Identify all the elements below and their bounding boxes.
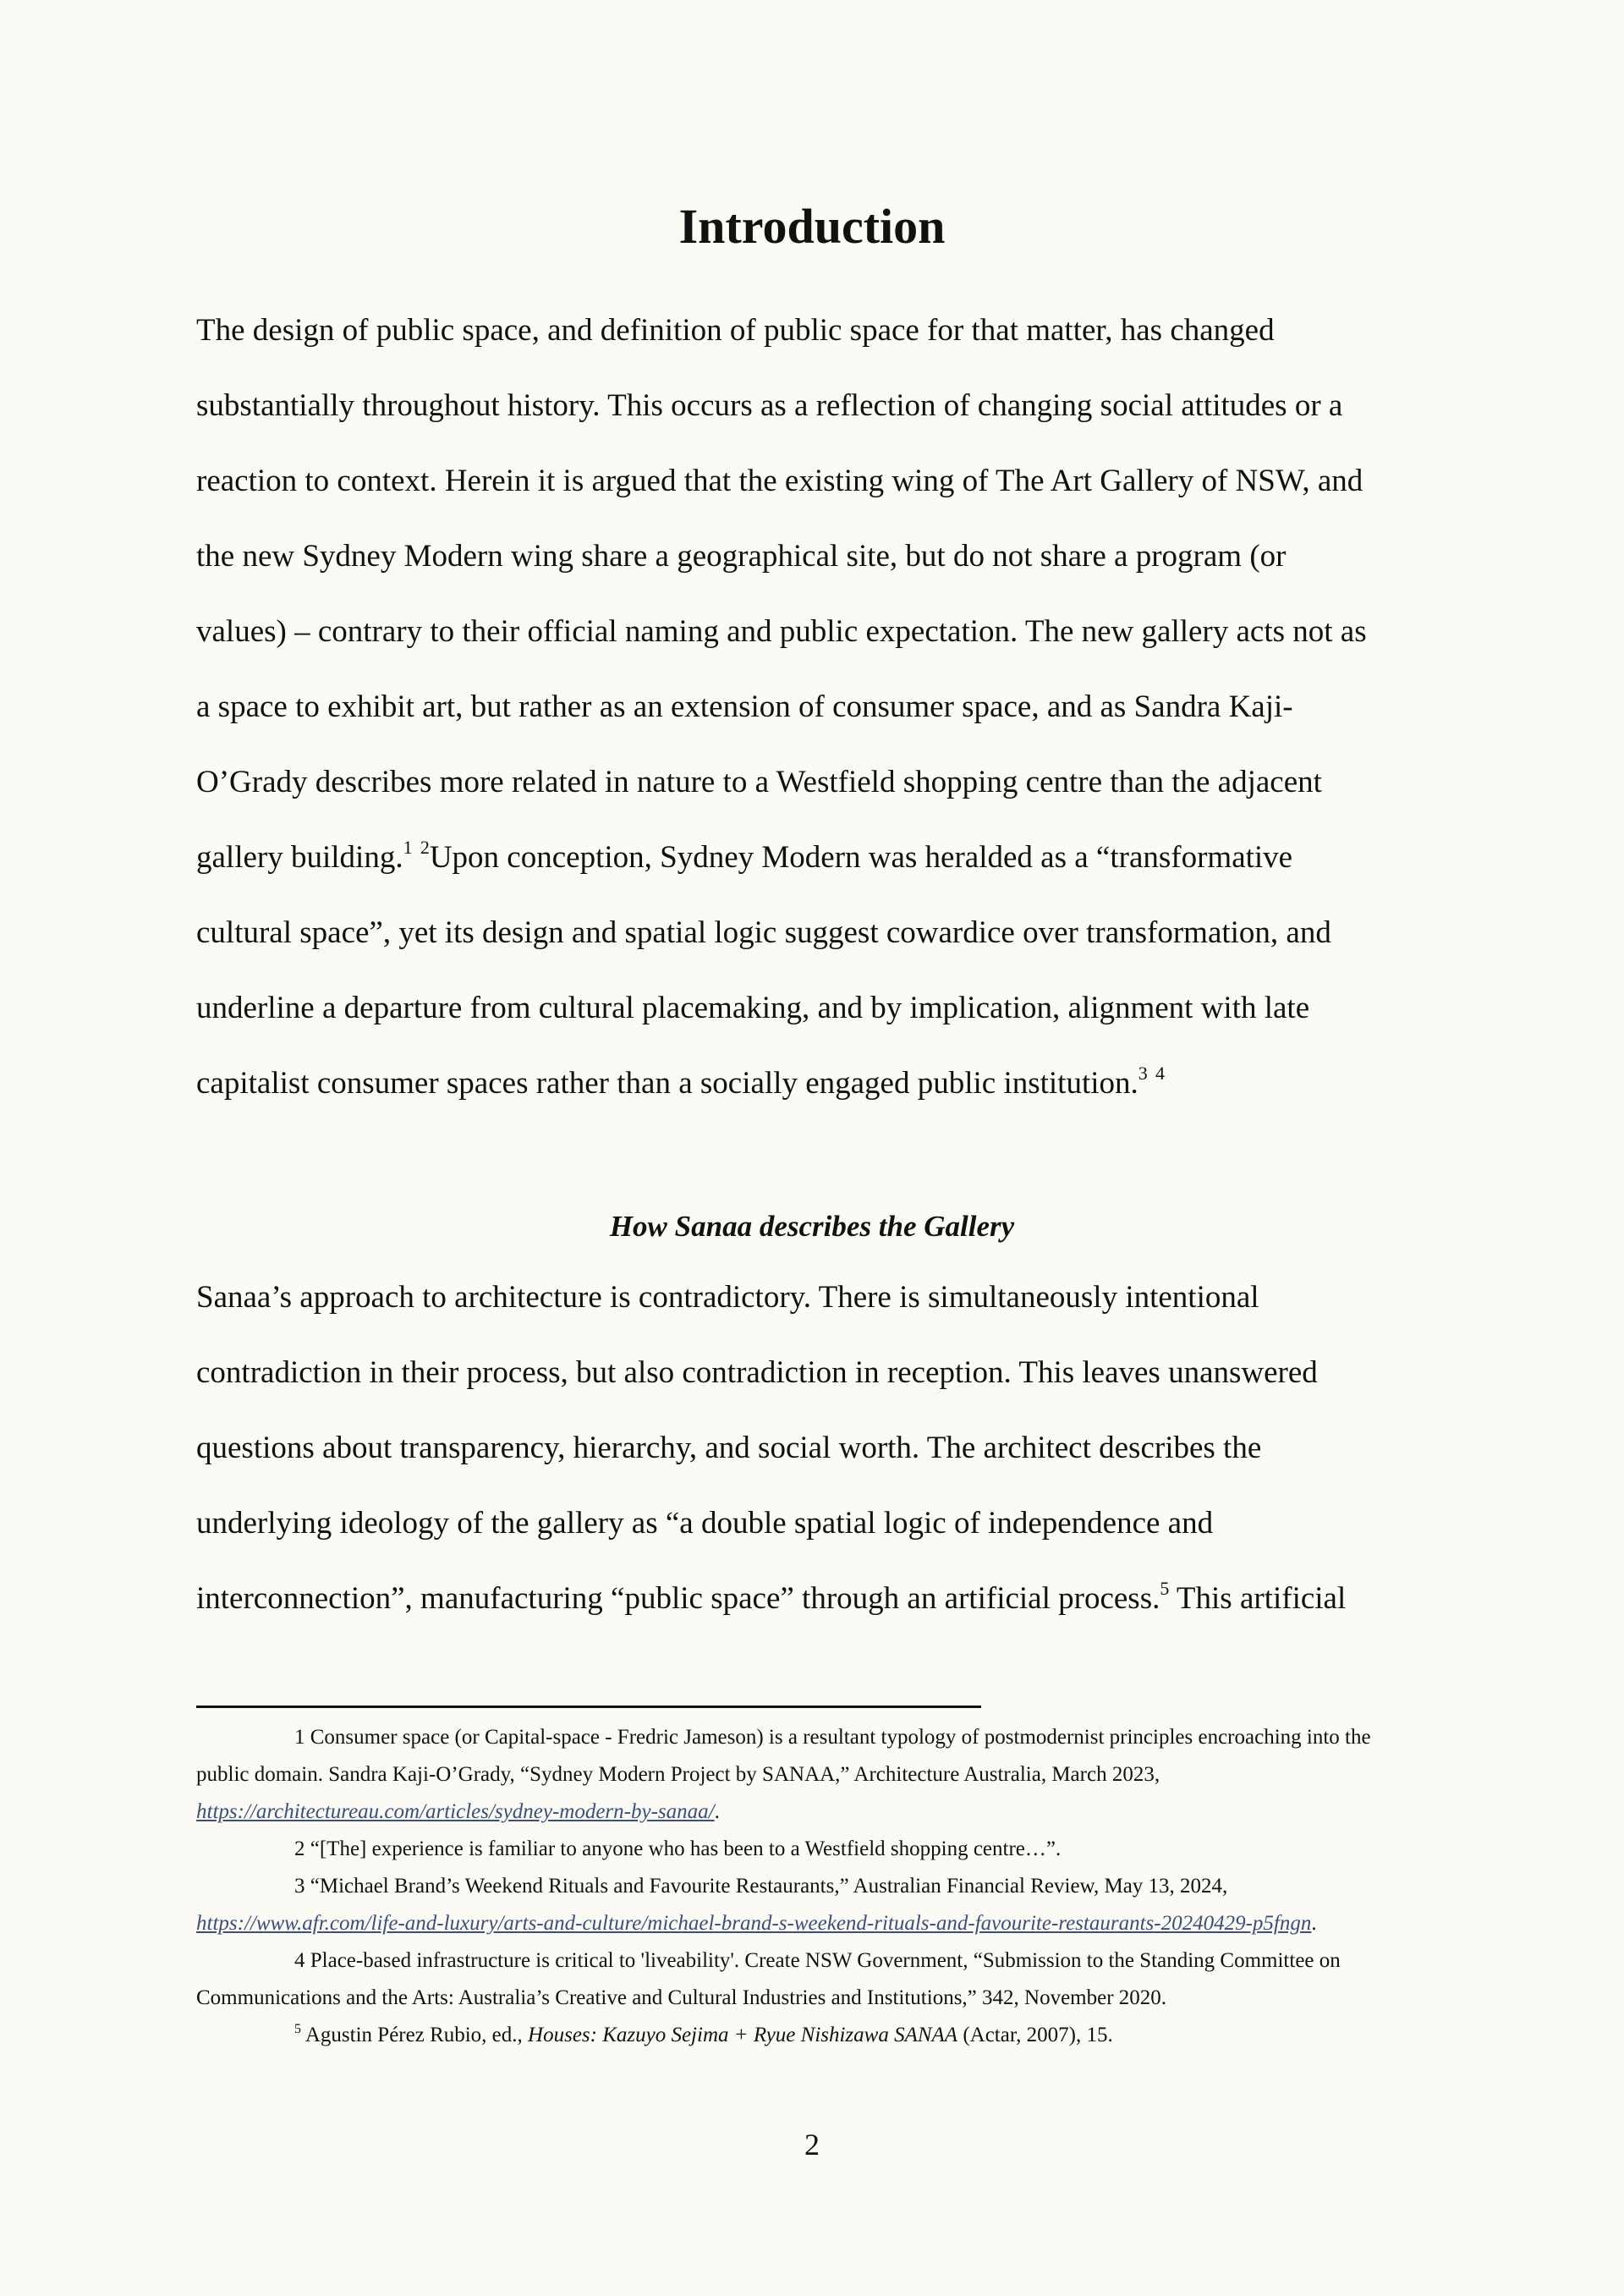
footnote-3-link-line — [196, 1905, 1440, 1942]
footnote-5 — [196, 2017, 1440, 2054]
paragraph-line: the new Sydney Modern wing share a geographical site, but do not share a program (or — [196, 539, 1287, 574]
footnote-separator — [196, 1706, 981, 1708]
footnotes — [196, 1719, 1440, 2054]
paragraph-line: questions about transparency, hierarchy, and social worth. The architect describes the — [196, 1431, 1262, 1465]
paragraph-line: contradiction in their process, but also contradiction in reception. This leaves unanswered — [196, 1355, 1318, 1390]
punctuation: . — [1311, 1912, 1317, 1935]
paragraph-line: underlying ideology of the gallery as “a double spatial logic of independence and — [196, 1506, 1214, 1541]
footnote-5-text: (Actar, 2007), 15. — [957, 2024, 1113, 2046]
paragraph-line — [196, 1046, 1440, 1121]
paragraph-line: a space to exhibit art, but rather as an extension of consumer space, and as Sandra Kaji- — [196, 689, 1293, 724]
paragraph-line — [196, 1561, 1440, 1636]
footnote-5-text: Agustin Pérez Rubio, ed., — [301, 2024, 529, 2046]
section-paragraph — [196, 1260, 1440, 1636]
footnote-ref-5[interactable]: 5 — [1160, 1578, 1170, 1599]
footnote-3-link[interactable]: https://www.afr.com/life-and-luxury/arts-and-culture/michael-brand-s-weekend-rituals-and-favourite-restaurants-20240429-p5fngn — [196, 1912, 1312, 1935]
punctuation: . — [714, 1800, 720, 1823]
page-number: 2 — [804, 2128, 820, 2161]
paragraph-line — [196, 820, 1440, 895]
footnote-4: 4 Place-based infrastructure is critical to 'liveability'. Create NSW Government, “Submission to the Standing Committee on — [294, 1949, 1341, 1972]
footnote-2: 2 “[The] experience is familiar to anyone who has been to a Westfield shopping centre…”. — [294, 1837, 1062, 1860]
paragraph-line: substantially throughout history. This occurs as a reflection of changing social attitudes or a — [196, 388, 1343, 423]
paragraph-line: O’Grady describes more related in nature to a Westfield shopping centre than the adjacent — [196, 765, 1322, 799]
paragraph-line: Sanaa’s approach to architecture is contradictory. There is simultaneously intentional — [196, 1280, 1259, 1315]
footnote-ref-3[interactable]: 3 — [1138, 1063, 1148, 1084]
footnote-3: 3 “Michael Brand’s Weekend Rituals and Favourite Restaurants,” Australian Financial Review, May 13, 2024, — [294, 1875, 1228, 1898]
line-text: interconnection”, manufacturing “public space” through an artificial process. — [196, 1581, 1160, 1616]
paragraph-line: values) – contrary to their official naming and public expectation. The new gallery acts not as — [196, 614, 1367, 649]
footnote-1-link[interactable]: https://architectureau.com/articles/sydney-modern-by-sanaa/ — [196, 1800, 715, 1823]
introduction-paragraph — [196, 293, 1440, 1121]
line-text: capitalist consumer spaces rather than a socially engaged public institution. — [196, 1066, 1138, 1101]
footnote-ref-1[interactable]: 1 — [403, 837, 413, 858]
footnote-5-title: Houses: Kazuyo Sejima + Ryue Nishizawa SANAA — [528, 2024, 958, 2046]
paragraph-line: reaction to context. Herein it is argued that the existing wing of The Art Gallery of NSW, and — [196, 464, 1363, 498]
paragraph-line: underline a departure from cultural placemaking, and by implication, alignment with late — [196, 991, 1310, 1025]
footnote-4-continued: Communications and the Arts: Australia’s Creative and Cultural Industries and Institutions,” 342, November 2020. — [196, 1986, 1167, 2009]
page-title: Introduction — [678, 199, 946, 254]
footnote-1-continued: public domain. Sandra Kaji-O’Grady, “Sydney Modern Project by SANAA,” Architecture Australia, March 2023, — [196, 1763, 1160, 1786]
line-text: gallery building. — [196, 840, 403, 875]
paragraph-line: cultural space”, yet its design and spatial logic suggest cowardice over transformation, and — [196, 915, 1331, 950]
line-text: This artificial — [1169, 1581, 1347, 1616]
footnote-1-link-line — [196, 1793, 1440, 1831]
footnote-1: 1 Consumer space (or Capital-space - Fredric Jameson) is a resultant typology of postmodernist principles encroaching into the — [294, 1726, 1371, 1749]
paragraph-line: The design of public space, and definition of public space for that matter, has changed — [196, 313, 1275, 348]
footnote-ref-2[interactable]: 2 — [420, 837, 430, 858]
section-subheading: How Sanaa describes the Gallery — [609, 1210, 1015, 1243]
footnote-5-number: 5 — [294, 2022, 301, 2036]
footnote-ref-4[interactable]: 4 — [1155, 1063, 1166, 1084]
line-text: Upon conception, Sydney Modern was heralded as a “transformative — [429, 840, 1293, 875]
